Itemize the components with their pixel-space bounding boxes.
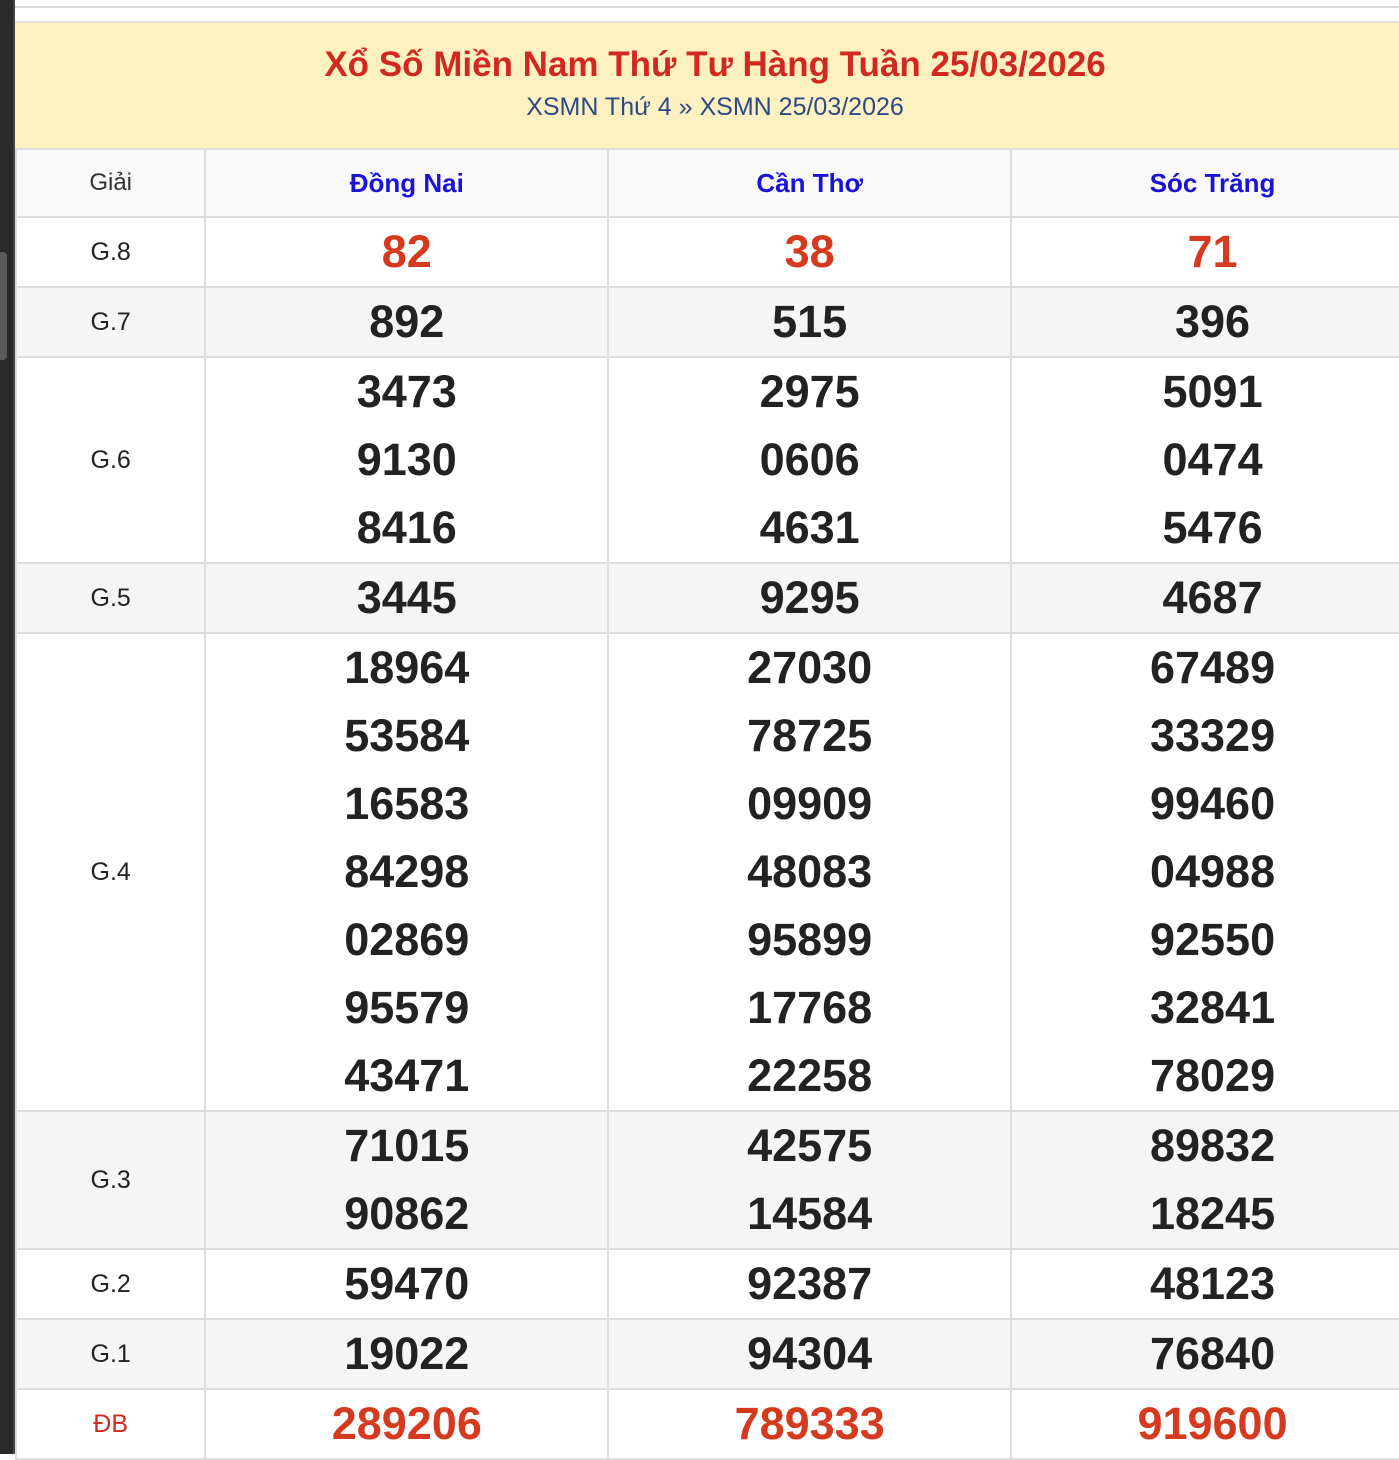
result-number: 892 — [369, 296, 445, 347]
result-number: 14584 — [747, 1188, 873, 1239]
result-cell — [608, 287, 1011, 357]
window-edge — [0, 0, 15, 1454]
result-number: 89832 — [1149, 1120, 1276, 1171]
result-cell — [1011, 563, 1399, 633]
results-banner — [15, 21, 1399, 148]
result-number: 8416 — [356, 502, 457, 553]
result-cell — [205, 633, 608, 1111]
result-number: 38 — [784, 226, 835, 277]
prize-row — [16, 1319, 1399, 1389]
province-header-can-tho[interactable] — [608, 149, 1011, 217]
result-number: 5476 — [1162, 502, 1263, 553]
result-number: 3445 — [356, 572, 457, 623]
prize-row — [16, 563, 1399, 633]
prize-column-header: Giải — [16, 149, 205, 217]
result-cell — [608, 1319, 1011, 1389]
result-cell — [608, 1249, 1011, 1319]
result-cell — [1011, 1389, 1399, 1459]
prize-label: G.7 — [16, 287, 205, 357]
prize-row — [16, 1249, 1399, 1319]
result-number: 515 — [772, 296, 848, 347]
results-panel — [15, 21, 1399, 1460]
prize-row — [16, 287, 1399, 357]
result-number: 92387 — [747, 1258, 873, 1309]
prize-row — [16, 633, 1399, 1111]
result-cell — [608, 633, 1011, 1111]
prize-label: G.6 — [16, 357, 205, 563]
province-link[interactable]: Đồng Nai — [349, 167, 464, 198]
scrollbar-thumb[interactable] — [0, 252, 7, 360]
prize-row — [16, 357, 1399, 563]
result-cell — [205, 217, 608, 287]
prize-label: G.3 — [16, 1111, 205, 1249]
province-link[interactable]: Cần Thơ — [756, 167, 863, 198]
result-number: 4631 — [759, 502, 860, 553]
divider — [15, 6, 1399, 8]
result-cell — [205, 1319, 608, 1389]
result-number: 18245 — [1149, 1188, 1276, 1239]
result-number: 95899 — [747, 914, 873, 965]
result-cell — [608, 357, 1011, 563]
result-number: 53584 — [344, 710, 470, 761]
result-number: 2975 — [759, 366, 860, 417]
result-number: 71 — [1187, 226, 1238, 277]
result-number: 16583 — [344, 778, 470, 829]
result-number: 0606 — [759, 434, 860, 485]
result-number: 48123 — [1149, 1258, 1276, 1309]
prize-label: G.1 — [16, 1319, 205, 1389]
result-cell — [1011, 287, 1399, 357]
prize-row — [16, 217, 1399, 287]
breadcrumb — [15, 92, 1399, 122]
result-number: 92550 — [1149, 914, 1276, 965]
result-number: 95579 — [344, 982, 470, 1033]
result-number: 27030 — [747, 642, 873, 693]
breadcrumb-link-xsmn-date[interactable]: XSMN 25/03/2026 — [699, 93, 904, 121]
result-number: 59470 — [344, 1258, 470, 1309]
result-cell — [608, 1389, 1011, 1459]
result-number: 32841 — [1149, 982, 1276, 1033]
prize-label: G.5 — [16, 563, 205, 633]
result-number: 42575 — [747, 1120, 873, 1171]
result-number: 289206 — [331, 1398, 482, 1449]
breadcrumb-link-xsmn-thu-4[interactable]: XSMN Thứ 4 — [526, 93, 672, 121]
prize-label: ĐB — [16, 1389, 205, 1459]
province-header-dong-nai[interactable] — [205, 149, 608, 217]
result-cell — [205, 357, 608, 563]
result-cell — [205, 1111, 608, 1249]
result-number: 9295 — [759, 572, 860, 623]
result-number: 90862 — [344, 1188, 470, 1239]
result-cell — [205, 1389, 608, 1459]
result-number: 19022 — [344, 1328, 470, 1379]
result-number: 94304 — [747, 1328, 873, 1379]
result-number: 76840 — [1149, 1328, 1276, 1379]
province-link[interactable]: Sóc Trăng — [1149, 167, 1276, 198]
result-number: 9130 — [356, 434, 457, 485]
result-cell — [608, 563, 1011, 633]
result-number: 33329 — [1149, 710, 1276, 761]
result-cell — [1011, 357, 1399, 563]
result-number: 71015 — [344, 1120, 470, 1171]
result-cell — [1011, 1319, 1399, 1389]
result-cell — [205, 1249, 608, 1319]
breadcrumb-separator: » — [678, 93, 693, 121]
result-number: 22258 — [747, 1050, 873, 1101]
result-number: 396 — [1175, 296, 1251, 347]
result-number: 04988 — [1149, 846, 1276, 897]
result-number: 17768 — [747, 982, 873, 1033]
result-number: 82 — [381, 226, 432, 277]
result-number: 0474 — [1162, 434, 1263, 485]
result-cell — [1011, 1111, 1399, 1249]
result-number: 84298 — [344, 846, 470, 897]
result-number: 919600 — [1137, 1398, 1288, 1449]
result-cell — [1011, 217, 1399, 287]
prize-label: G.8 — [16, 217, 205, 287]
page-title: Xổ Số Miền Nam Thứ Tư Hàng Tuần 25/03/2026 — [324, 45, 1106, 84]
results-table — [15, 148, 1399, 1460]
result-number: 48083 — [747, 846, 873, 897]
result-number: 02869 — [344, 914, 470, 965]
result-number: 78029 — [1149, 1050, 1276, 1101]
result-cell — [1011, 633, 1399, 1111]
result-number: 5091 — [1162, 366, 1263, 417]
result-number: 4687 — [1162, 572, 1263, 623]
result-cell — [608, 1111, 1011, 1249]
prize-row — [16, 1389, 1399, 1459]
result-cell — [205, 287, 608, 357]
result-cell — [205, 563, 608, 633]
province-header-soc-trang[interactable] — [1011, 149, 1399, 217]
result-number: 99460 — [1149, 778, 1276, 829]
prize-label: G.4 — [16, 633, 205, 1111]
result-number: 3473 — [356, 366, 457, 417]
prize-row — [16, 1111, 1399, 1249]
result-number: 78725 — [747, 710, 873, 761]
result-cell — [1011, 1249, 1399, 1319]
result-number: 09909 — [747, 778, 873, 829]
result-number: 43471 — [344, 1050, 470, 1101]
result-number: 18964 — [344, 642, 470, 693]
prize-label: G.2 — [16, 1249, 205, 1319]
result-number: 67489 — [1149, 642, 1276, 693]
result-number: 789333 — [734, 1398, 885, 1449]
result-cell — [608, 217, 1011, 287]
